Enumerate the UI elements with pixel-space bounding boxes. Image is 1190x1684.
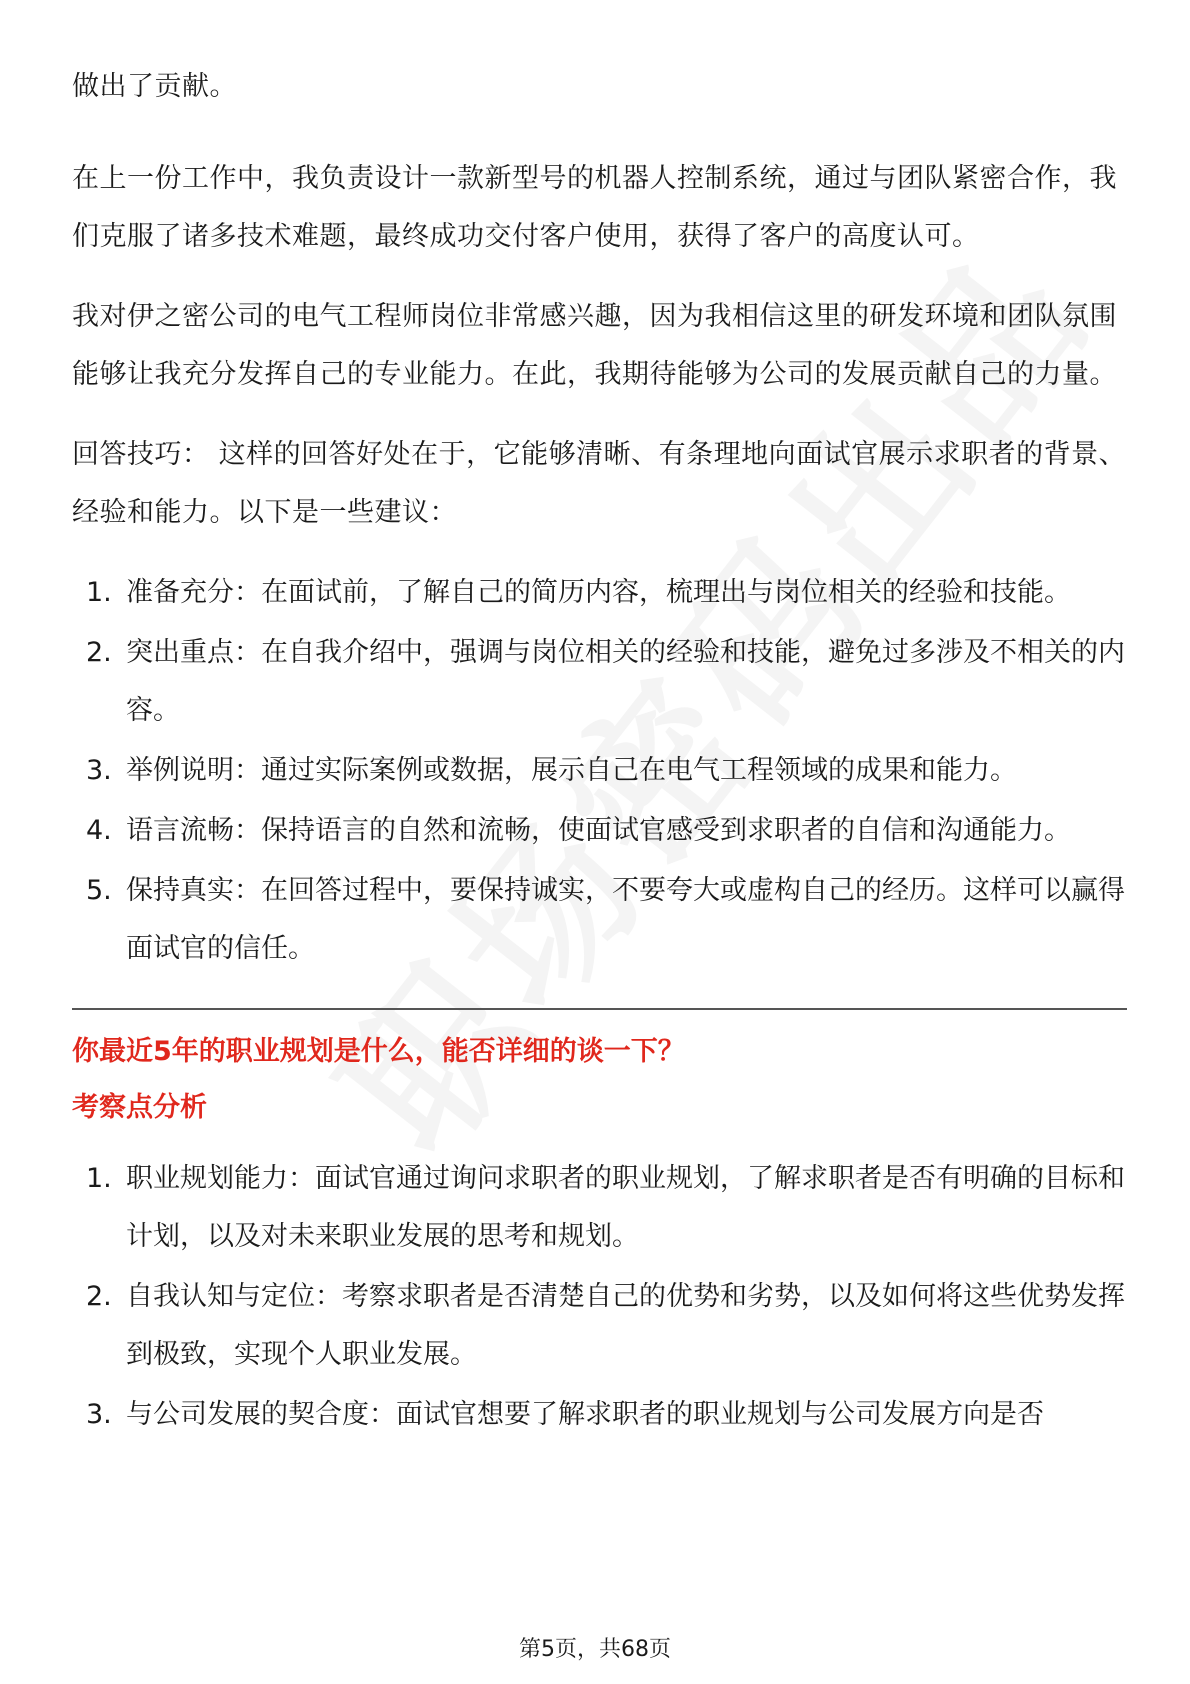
page-number-footer: 第5页，共68页 (519, 1637, 671, 1662)
paragraph-continuation: 做出了贡献。 (72, 71, 237, 102)
paragraph-answer-tips: 回答技巧： 这样的回答好处在于，它能够清晰、有条理地向面试官展示求职者的背景、经验和能力。以下是一些建议： (72, 439, 1127, 528)
list-item: 4. 语言流畅：保持语言的自然和流畅，使面试官感受到求职者的自信和沟通能力。 (86, 815, 1071, 846)
paragraph-previous-job: 在上一份工作中，我负责设计一款新型号的机器人控制系统，通过与团队紧密合作，我们克服了诸多技术难题，最终成功交付客户使用，获得了客户的高度认可。 (72, 163, 1117, 252)
page-content (72, 58, 1127, 1446)
analysis-list (72, 1150, 1127, 1444)
list-item: 3. 与公司发展的契合度：面试官想要了解求职者的职业规划与公司发展方向是否 (86, 1398, 1044, 1430)
list-item: 1. 职业规划能力：面试官通过询问求职者的职业规划，了解求职者是否有明确的目标和计划，以及对未来职业发展的思考和规划。 (86, 1162, 1125, 1252)
list-item: 1. 准备充分：在面试前，了解自己的简历内容，梳理出与岗位相关的经验和技能。 (86, 577, 1071, 608)
list-item: 2. 突出重点：在自我介绍中，强调与岗位相关的经验和技能，避免过多涉及不相关的内容。 (86, 637, 1125, 726)
section-divider (72, 1008, 1127, 1010)
analysis-heading: 考察点分析 (72, 1091, 207, 1123)
list-item: 2. 自我认知与定位：考察求职者是否清楚自己的优势和劣势，以及如何将这些优势发挥到极致，实现个人职业发展。 (86, 1280, 1125, 1370)
paragraph-interest: 我对伊之密公司的电气工程师岗位非常感兴趣，因为我相信这里的研发环境和团队氛围能够让我充分发挥自己的专业能力。在此，我期待能够为公司的发展贡献自己的力量。 (72, 301, 1117, 390)
tips-list (72, 564, 1127, 978)
question-heading: 你最近5年的职业规划是什么，能否详细的谈一下？ (72, 1035, 685, 1067)
list-item: 3. 举例说明：通过实际案例或数据，展示自己在电气工程领域的成果和能力。 (86, 755, 1017, 786)
list-item: 5. 保持真实：在回答过程中，要保持诚实，不要夸大或虚构自己的经历。这样可以赢得面试官的信任。 (86, 875, 1125, 964)
